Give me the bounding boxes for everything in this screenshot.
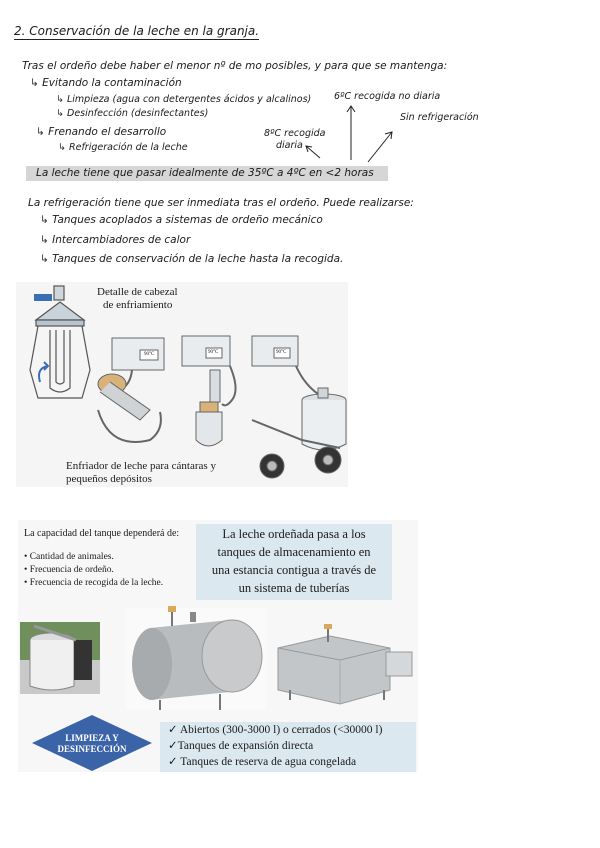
box-line-3: una estancia contigua a través de (211, 563, 377, 577)
closed-tank-photo (126, 606, 266, 710)
note-sin-refrigeracion: Sin refrigeración (400, 112, 479, 123)
arrow-icon: ↳ (40, 234, 49, 246)
capacity-title: La capacidad del tanque dependerá de: (24, 528, 180, 539)
capacity-item-1: • Cantidad de animales. (24, 552, 114, 562)
arrow-icon: ↳ (30, 77, 39, 89)
arrow-icon: ↳ (36, 126, 45, 138)
unit-label-1: 90°C (144, 352, 155, 357)
fig1-caption-bottom-1: Enfriador de leche para cántaras y (66, 460, 216, 472)
branch2-item-1: ↳ Refrigeración de la leche (58, 142, 188, 153)
unit-label-2: 90°C (208, 350, 219, 355)
cleaning-diamond-label: LIMPIEZA Y DESINFECCIÓN (57, 733, 127, 754)
branch2-label: Frenando el desarrollo (48, 126, 167, 138)
section-title: 2. Conservación de la leche en la granja. (14, 24, 260, 38)
fig1-caption-top-2: de enfriamiento (103, 299, 173, 311)
tank-type-2: ✓Tanques de expansión directa (168, 740, 314, 752)
note-8c-2: diaria (276, 140, 303, 151)
note-8c-1: 8ºC recogida (264, 128, 326, 139)
box-line-4: un sistema de tuberías (238, 581, 350, 595)
highlight-text: La leche tiene que pasar idealmente de 35ºC a 4ºC en <2 horas (36, 167, 374, 179)
fig1-caption-top-1: Detalle de cabezal (97, 286, 178, 298)
branch1-item-2: ↳ Desinfección (desinfectantes) (56, 108, 209, 119)
rectangular-tank-photo (278, 624, 412, 704)
arrow-icon: ↳ (58, 142, 66, 153)
capacity-item-2: • Frecuencia de ordeño. (24, 565, 114, 575)
unit-label-3: 90°C (276, 350, 287, 355)
refrig-item-2: ↳ Intercambiadores de calor (40, 234, 191, 246)
refrig-intro: La refrigeración tiene que ser inmediata tras el ordeño. Puede realizarse: (28, 197, 414, 209)
fig1-caption-bottom-2: pequeños depósitos (66, 473, 152, 485)
arrow-icon: ↳ (40, 253, 49, 265)
arrow-icon: ↳ (56, 94, 64, 105)
open-tank-photo (20, 622, 100, 694)
refrig-item-1: ↳ Tanques acoplados a sistemas de ordeño mecánico (40, 214, 323, 226)
intro-line: Tras el ordeño debe haber el menor nº de mo posibles, y para que se mantenga: (22, 60, 448, 72)
note-6c: 6ºC recogida no diaria (334, 91, 441, 102)
box-line-2: tanques de almacenamiento en (217, 545, 371, 559)
capacity-item-3: • Frecuencia de recogida de la leche. (24, 578, 164, 588)
tank-types-list (160, 722, 416, 772)
branch1-item-1: ↳ Limpieza (agua con detergentes ácidos y alcalinos) (56, 94, 312, 105)
tank-type-1: ✓ Abiertos (300-3000 l) o cerrados (<30000 l) (168, 724, 383, 736)
branch1-label: Evitando la contaminación (42, 77, 182, 89)
refrig-item-3: ↳ Tanques de conservación de la leche hasta la recogida. (40, 253, 344, 265)
tank-type-3: ✓ Tanques de reserva de agua congelada (168, 756, 357, 768)
arrow-icon: ↳ (40, 214, 49, 226)
arrow-icon: ↳ (56, 108, 64, 119)
box-line-1: La leche ordeñada pasa a los (222, 527, 366, 541)
